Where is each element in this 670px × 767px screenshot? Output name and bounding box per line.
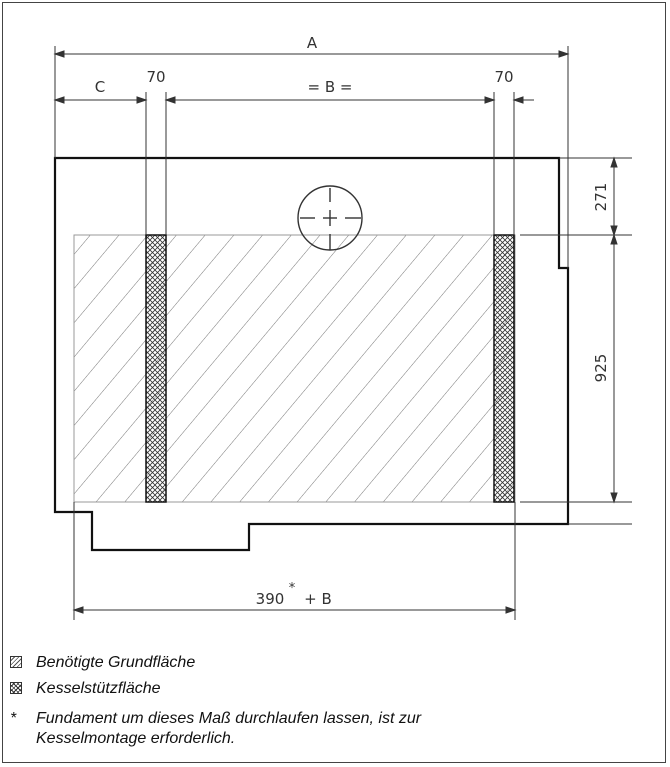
floor-area [74, 235, 515, 502]
dimension-plus-b-label: + B [304, 590, 332, 608]
legend-support-area-label: Kesselstützfläche [36, 680, 161, 697]
dimension-a-label: A [306, 34, 318, 52]
crosshatch-swatch-icon [10, 682, 22, 694]
legend-support-area [10, 679, 161, 699]
dimension-390-label: 390 [255, 590, 285, 608]
dimension-c-label: C [94, 78, 106, 96]
footnote-line-2: Kesselmontage erforderlich. [36, 730, 236, 747]
dimension-asterisk-mark: * [288, 581, 296, 596]
support-area-left [146, 235, 166, 502]
footnote [10, 709, 421, 729]
dimension-271-label: 271 [592, 182, 610, 212]
footnote-marker: * [10, 710, 17, 727]
dimension-70-right-label: 70 [494, 68, 514, 86]
dimension-70-left-label: 70 [146, 68, 166, 86]
footnote-continuation [10, 729, 235, 749]
legend-floor-area [10, 653, 195, 673]
footnote-line-1: Fundament um dieses Maß durchlaufen lassen, ist zur [36, 710, 422, 727]
legend-floor-area-label: Benötigte Grundfläche [36, 654, 196, 671]
flue-center-mark [298, 186, 362, 250]
hatch-swatch-icon [10, 656, 22, 668]
support-area-right [494, 235, 514, 502]
dimension-925-label: 925 [592, 353, 610, 383]
dimension-b-label: = B = [307, 78, 353, 96]
